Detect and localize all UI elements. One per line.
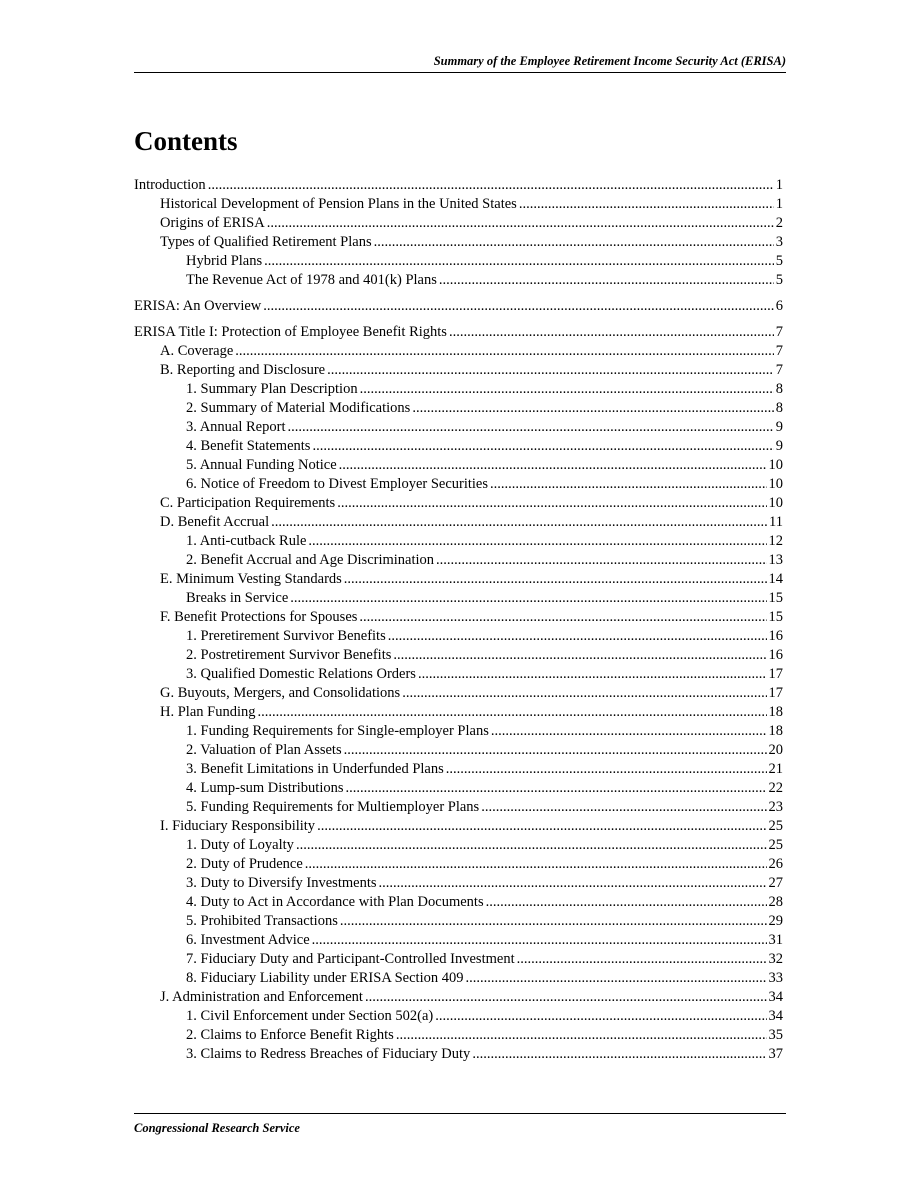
- toc-entry[interactable]: [134, 570, 783, 589]
- toc-entry-title: 2. Duty of Prudence: [186, 856, 303, 872]
- dot-leader: [491, 722, 767, 741]
- toc-page-number: 20: [768, 742, 783, 758]
- toc-entry-title: 5. Prohibited Transactions: [186, 913, 338, 929]
- dot-leader: [402, 684, 766, 703]
- toc-entry-title: 4. Benefit Statements: [186, 438, 311, 454]
- dot-leader: [517, 950, 767, 969]
- toc-entry[interactable]: [134, 1045, 783, 1064]
- dot-leader: [263, 297, 773, 316]
- toc-page-number: 34: [768, 1008, 783, 1024]
- toc-entry-title: 4. Duty to Act in Accordance with Plan Documents: [186, 894, 484, 910]
- toc-page-number: 9: [775, 438, 783, 454]
- toc-entry-title: 1. Preretirement Survivor Benefits: [186, 628, 386, 644]
- toc-entry[interactable]: [134, 760, 783, 779]
- toc-page-number: 5: [775, 253, 783, 269]
- running-header-title: Summary of the Employee Retirement Income Security Act (ERISA): [433, 54, 786, 68]
- toc-entry-title: J. Administration and Enforcement: [160, 989, 363, 1005]
- toc-entry[interactable]: [134, 817, 783, 836]
- toc-entry[interactable]: [134, 874, 783, 893]
- toc-entry[interactable]: [134, 494, 783, 513]
- dot-leader: [374, 233, 774, 252]
- toc-entry[interactable]: [134, 665, 783, 684]
- toc-entry-title: 2. Claims to Enforce Benefit Rights: [186, 1027, 394, 1043]
- toc-entry-title: A. Coverage: [160, 343, 234, 359]
- toc-entry[interactable]: [134, 703, 783, 722]
- dot-leader: [435, 1007, 766, 1026]
- toc-page-number: 21: [768, 761, 783, 777]
- dot-leader: [393, 646, 766, 665]
- toc-page-number: 16: [768, 647, 783, 663]
- dot-leader: [264, 252, 774, 271]
- toc-entry-title: H. Plan Funding: [160, 704, 256, 720]
- toc-entry[interactable]: [134, 741, 783, 760]
- dot-leader: [287, 418, 773, 437]
- toc-page-number: 18: [768, 704, 783, 720]
- toc-page-number: 8: [775, 400, 783, 416]
- toc-page-number: 25: [768, 837, 783, 853]
- toc-page-number: 16: [768, 628, 783, 644]
- toc-page-number: 32: [768, 951, 783, 967]
- dot-leader: [519, 195, 774, 214]
- dot-leader: [296, 836, 767, 855]
- toc-entry[interactable]: [134, 233, 783, 252]
- toc-entry-title: Introduction: [134, 177, 206, 193]
- toc-entry-title: 1. Anti-cutback Rule: [186, 533, 307, 549]
- toc-entry[interactable]: [134, 646, 783, 665]
- dot-leader: [346, 779, 767, 798]
- dot-leader: [312, 437, 773, 456]
- toc-entry-title: 3. Annual Report: [186, 419, 286, 435]
- toc-page-number: 28: [768, 894, 783, 910]
- toc-page-number: 10: [768, 457, 783, 473]
- toc-entry-title: 1. Duty of Loyalty: [186, 837, 294, 853]
- dot-leader: [317, 817, 766, 836]
- toc-entry[interactable]: [134, 722, 783, 741]
- dot-leader: [267, 214, 774, 233]
- dot-leader: [396, 1026, 767, 1045]
- dot-leader: [208, 176, 774, 195]
- toc-entry-title: 6. Investment Advice: [186, 932, 310, 948]
- toc-page-number: 33: [768, 970, 783, 986]
- toc-entry-title: 2. Valuation of Plan Assets: [186, 742, 342, 758]
- dot-leader: [379, 874, 767, 893]
- toc-page-number: 1: [775, 196, 783, 212]
- dot-leader: [344, 741, 767, 760]
- toc-page-number: 25: [768, 818, 783, 834]
- toc-page-number: 26: [768, 856, 783, 872]
- toc-entry[interactable]: [134, 950, 783, 969]
- toc-page-number: 11: [769, 514, 783, 530]
- toc-entry-title: B. Reporting and Disclosure: [160, 362, 326, 378]
- toc-entry[interactable]: [134, 684, 783, 703]
- toc-page-number: 27: [768, 875, 783, 891]
- toc-entry-title: E. Minimum Vesting Standards: [160, 571, 342, 587]
- toc-entry-title: ERISA Title I: Protection of Employee Benefit Rights: [134, 324, 447, 340]
- footer-publisher: Congressional Research Service: [134, 1121, 300, 1135]
- dot-leader: [436, 551, 766, 570]
- toc-entry[interactable]: [134, 551, 783, 570]
- toc-entry-title: 6. Notice of Freedom to Divest Employer Securities: [186, 476, 489, 492]
- toc-entry-title: C. Participation Requirements: [160, 495, 336, 511]
- toc-entry-title: Breaks in Service: [186, 590, 289, 606]
- toc-entry-title: 3. Qualified Domestic Relations Orders: [186, 666, 416, 682]
- toc-entry-title: F. Benefit Protections for Spouses: [160, 609, 358, 625]
- toc-entry[interactable]: [134, 380, 783, 399]
- toc-page-number: 10: [768, 476, 783, 492]
- toc-entry-title: ERISA: An Overview: [134, 298, 262, 314]
- toc-page-number: 12: [768, 533, 783, 549]
- toc-entry-title: 1. Summary Plan Description: [186, 381, 358, 397]
- toc-entry-title: Historical Development of Pension Plans in the United States: [160, 196, 517, 212]
- dot-leader: [449, 323, 774, 342]
- toc-entry[interactable]: [134, 969, 783, 988]
- dot-leader: [465, 969, 766, 988]
- toc-entry-title: The Revenue Act of 1978 and 401(k) Plans: [186, 272, 437, 288]
- toc-entry-title: 7. Fiduciary Duty and Participant-Controlled Investment: [186, 951, 515, 967]
- toc-entry[interactable]: [134, 836, 783, 855]
- toc-entry[interactable]: [134, 608, 783, 627]
- toc-page-number: 23: [768, 799, 783, 815]
- toc-page-number: 6: [775, 298, 783, 314]
- toc-page-number: 14: [768, 571, 783, 587]
- toc-entry[interactable]: [134, 297, 783, 316]
- toc-page-number: 8: [775, 381, 783, 397]
- toc-entry[interactable]: [134, 456, 783, 475]
- toc-entry-title: D. Benefit Accrual: [160, 514, 270, 530]
- toc-page-number: 9: [775, 419, 783, 435]
- toc-page-number: 17: [768, 666, 783, 682]
- toc-entry[interactable]: [134, 532, 783, 551]
- toc-entry[interactable]: [134, 323, 783, 342]
- toc-entry-title: 2. Postretirement Survivor Benefits: [186, 647, 392, 663]
- toc-entry-title: 4. Lump-sum Distributions: [186, 780, 344, 796]
- toc-page-number: 29: [768, 913, 783, 929]
- toc-entry-title: G. Buyouts, Mergers, and Consolidations: [160, 685, 401, 701]
- toc-entry-title: 3. Duty to Diversify Investments: [186, 875, 377, 891]
- dot-leader: [327, 361, 774, 380]
- toc-entry[interactable]: [134, 931, 783, 950]
- toc-entry[interactable]: [134, 1007, 783, 1026]
- dot-leader: [439, 271, 774, 290]
- toc-page-number: 22: [768, 780, 783, 796]
- toc-entry-title: 3. Benefit Limitations in Underfunded Plans: [186, 761, 444, 777]
- toc-entry-title: I. Fiduciary Responsibility: [160, 818, 316, 834]
- toc-entry-title: 2. Benefit Accrual and Age Discrimination: [186, 552, 435, 568]
- toc-entry[interactable]: [134, 271, 783, 290]
- toc-page-number: 18: [768, 723, 783, 739]
- toc-page-number: 34: [768, 989, 783, 1005]
- toc-entry-title: 8. Fiduciary Liability under ERISA Section 409: [186, 970, 464, 986]
- toc-page-number: 3: [775, 234, 783, 250]
- toc-entry-title: Hybrid Plans: [186, 253, 263, 269]
- toc-entry[interactable]: [134, 513, 783, 532]
- dot-leader: [344, 570, 767, 589]
- dot-leader: [305, 855, 767, 874]
- running-header: [134, 54, 786, 73]
- toc-page-number: 13: [768, 552, 783, 568]
- dot-leader: [472, 1045, 766, 1064]
- toc-entry[interactable]: [134, 798, 783, 817]
- toc-entry[interactable]: [134, 855, 783, 874]
- toc-page-number: 7: [775, 324, 783, 340]
- toc-entry[interactable]: [134, 988, 783, 1007]
- toc-entry-title: 1. Funding Requirements for Single-employer Plans: [186, 723, 489, 739]
- toc-entry[interactable]: [134, 779, 783, 798]
- toc-entry[interactable]: [134, 214, 783, 233]
- dot-leader: [235, 342, 773, 361]
- toc-page-number: 15: [768, 590, 783, 606]
- toc-entry[interactable]: [134, 475, 783, 494]
- toc-entry-title: 2. Summary of Material Modifications: [186, 400, 411, 416]
- dot-leader: [271, 513, 767, 532]
- toc-entry-title: 5. Funding Requirements for Multiemployer Plans: [186, 799, 480, 815]
- toc-entry[interactable]: [134, 589, 783, 608]
- toc-entry[interactable]: [134, 361, 783, 380]
- toc-page-number: 5: [775, 272, 783, 288]
- toc-entry[interactable]: [134, 893, 783, 912]
- toc-entry[interactable]: [134, 437, 783, 456]
- toc-entry[interactable]: [134, 627, 783, 646]
- toc-page-number: 35: [768, 1027, 783, 1043]
- dot-leader: [339, 456, 767, 475]
- toc-page-number: 7: [775, 343, 783, 359]
- dot-leader: [365, 988, 767, 1007]
- dot-leader: [418, 665, 767, 684]
- toc-entry[interactable]: [134, 176, 783, 195]
- dot-leader: [412, 399, 773, 418]
- toc-page-number: 15: [768, 609, 783, 625]
- dot-leader: [312, 931, 767, 950]
- toc-entry[interactable]: [134, 912, 783, 931]
- dot-leader: [486, 893, 767, 912]
- dot-leader: [308, 532, 766, 551]
- toc-entry-title: Types of Qualified Retirement Plans: [160, 234, 372, 250]
- dot-leader: [388, 627, 767, 646]
- page-title: Contents: [134, 126, 238, 156]
- toc-page-number: 2: [775, 215, 783, 231]
- toc-page-number: 17: [768, 685, 783, 701]
- dot-leader: [360, 380, 774, 399]
- dot-leader: [446, 760, 767, 779]
- dot-leader: [481, 798, 766, 817]
- toc-entry[interactable]: [134, 342, 783, 361]
- dot-leader: [257, 703, 766, 722]
- toc-entry-title: Origins of ERISA: [160, 215, 265, 231]
- toc-page-number: 37: [768, 1046, 783, 1062]
- toc-entry[interactable]: [134, 399, 783, 418]
- dot-leader: [337, 494, 766, 513]
- table-of-contents: [134, 176, 783, 1064]
- dot-leader: [340, 912, 767, 931]
- toc-entry[interactable]: [134, 195, 783, 214]
- dot-leader: [290, 589, 766, 608]
- toc-page-number: 10: [768, 495, 783, 511]
- dot-leader: [359, 608, 766, 627]
- toc-entry[interactable]: [134, 252, 783, 271]
- toc-page-number: 7: [775, 362, 783, 378]
- toc-entry[interactable]: [134, 1026, 783, 1045]
- toc-entry-title: 5. Annual Funding Notice: [186, 457, 337, 473]
- toc-entry[interactable]: [134, 418, 783, 437]
- toc-entry-title: 1. Civil Enforcement under Section 502(a): [186, 1008, 434, 1024]
- toc-page-number: 1: [775, 177, 783, 193]
- toc-page-number: 31: [768, 932, 783, 948]
- dot-leader: [490, 475, 766, 494]
- toc-entry-title: 3. Claims to Redress Breaches of Fiduciary Duty: [186, 1046, 471, 1062]
- page-footer: [134, 1113, 786, 1135]
